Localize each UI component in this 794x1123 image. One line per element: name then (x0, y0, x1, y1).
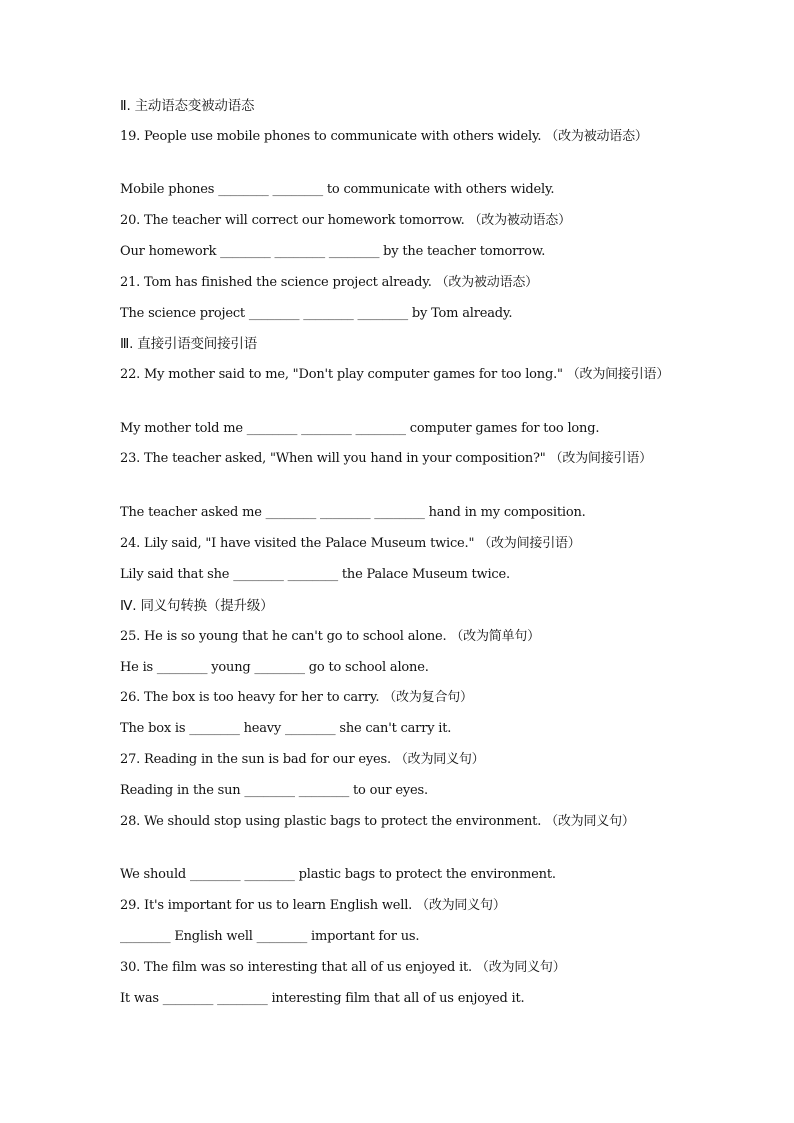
answer-line-20: Our homework ________ ________ ________ by the teacher tomorrow. (120, 244, 546, 259)
question-20: 20. The teacher will correct our homework tomorrow. （改为被动语态） (120, 213, 571, 228)
answer-line-25: He is ________ young ________ go to school alone. (120, 660, 429, 675)
answer-line-22: My mother told me ________ ________ ________ computer games for too long. (120, 421, 600, 436)
question-23: 23. The teacher asked, "When will you hand in your composition?" （改为间接引语） (120, 451, 652, 466)
answer-line-21: The science project ________ ________ ________ by Tom already. (120, 306, 513, 321)
answer-line-30: It was ________ ________ interesting film that all of us enjoyed it. (120, 991, 525, 1006)
question-24: 24. Lily said, "I have visited the Palace Museum twice." （改为间接引语） (120, 536, 581, 551)
question-22: 22. My mother said to me, "Don't play computer games for too long." （改为间接引语） (120, 367, 670, 382)
question-30: 30. The film was so interesting that all of us enjoyed it. （改为同义句） (120, 960, 566, 975)
question-19: 19. People use mobile phones to communicate with others widely. （改为被动语态） (120, 129, 648, 144)
answer-line-24: Lily said that she ________ ________ the Palace Museum twice. (120, 567, 510, 582)
question-21: 21. Tom has finished the science project already. （改为被动语态） (120, 275, 538, 290)
section-heading-synonymous: Ⅳ. 同义句转换（提升级） (120, 598, 274, 614)
answer-line-19: Mobile phones ________ ________ to communicate with others widely. (120, 182, 555, 197)
section-heading-passive: Ⅱ. 主动语态变被动语态 (120, 98, 255, 114)
answer-line-23: The teacher asked me ________ ________ ________ hand in my composition. (120, 505, 586, 520)
section-heading-indirect-speech: Ⅲ. 直接引语变间接引语 (120, 336, 257, 352)
answer-line-29: ________ English well ________ important for us. (120, 929, 420, 944)
question-28: 28. We should stop using plastic bags to protect the environment. （改为同义句） (120, 814, 635, 829)
question-25: 25. He is so young that he can't go to school alone. （改为简单句） (120, 629, 540, 644)
answer-line-27: Reading in the sun ________ ________ to our eyes. (120, 783, 428, 798)
question-29: 29. It's important for us to learn English well. （改为同义句） (120, 898, 506, 913)
question-26: 26. The box is too heavy for her to carry. （改为复合句） (120, 690, 473, 705)
answer-line-28: We should ________ ________ plastic bags to protect the environment. (120, 867, 556, 882)
question-27: 27. Reading in the sun is bad for our eyes. （改为同义句） (120, 752, 485, 767)
answer-line-26: The box is ________ heavy ________ she can't carry it. (120, 721, 452, 736)
